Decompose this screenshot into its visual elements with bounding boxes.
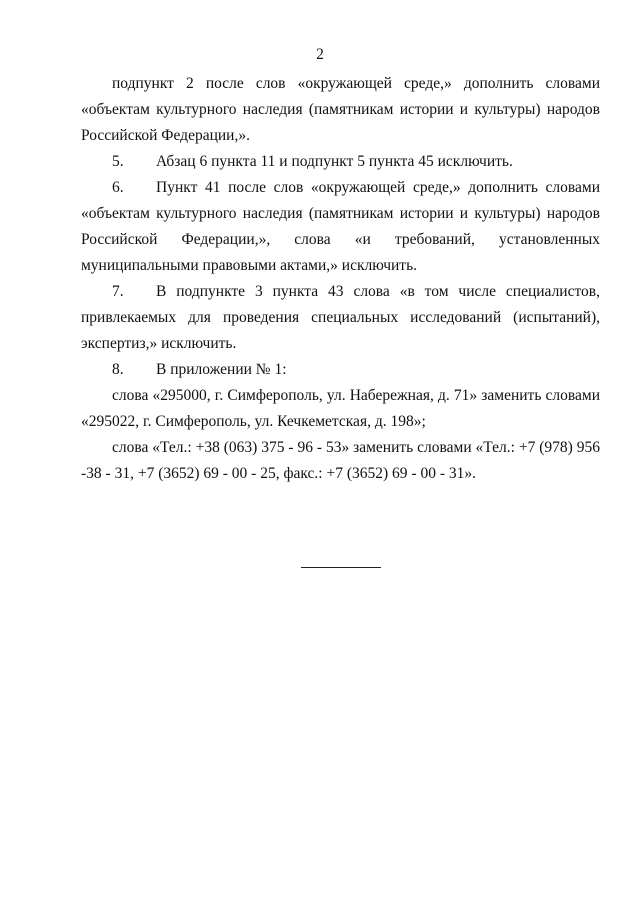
paragraph-number: 8. — [112, 361, 124, 378]
paragraph-text: Пункт 41 после слов «окружающей среде,» дополнить словами «объектам культурного наследия (памятникам истории и культуры) народов Российской Федерации,», слова «и требований, установленных муниципальными правовыми актами,» исключить. — [81, 179, 600, 274]
paragraph-text: В подпункте 3 пункта 43 слова «в том числе специалистов, привлекаемых для проведения специальных исследований (испытаний), экспертиз,» исключить. — [81, 283, 600, 352]
page-number: 2 — [316, 46, 324, 63]
document-body — [81, 71, 600, 487]
paragraph-phone-replacement — [81, 435, 600, 487]
paragraph-text: слова «Тел.: +38 (063) 375 - 96 - 53» заменить словами «Тел.: +7 (978) 956 -38 - 31, +7 (3652) 69 - 00 - 25, факс.: +7 (3652) 69 - 00 - 31». — [81, 439, 600, 482]
paragraph-subpoint-2 — [81, 71, 600, 149]
end-of-text-rule — [301, 567, 381, 568]
paragraph-text: слова «295000, г. Симферополь, ул. Набережная, д. 71» заменить словами «295022, г. Симферополь, ул. Кечкеметская, д. 198»; — [81, 387, 600, 430]
paragraph-text: подпункт 2 после слов «окружающей среде,» дополнить словами «объектам культурного наследия (памятникам истории и культуры) народов Российской Федерации,». — [81, 75, 600, 144]
paragraph-text: Абзац 6 пункта 11 и подпункт 5 пункта 45 исключить. — [156, 153, 513, 170]
paragraph-item-8 — [81, 357, 600, 383]
paragraph-number: 6. — [112, 179, 124, 196]
paragraph-item-7 — [81, 279, 600, 357]
paragraph-number: 5. — [112, 153, 124, 170]
paragraph-number: 7. — [112, 283, 124, 300]
paragraph-item-6 — [81, 175, 600, 279]
paragraph-item-5 — [81, 149, 600, 175]
paragraph-address-replacement — [81, 383, 600, 435]
paragraph-text: В приложении № 1: — [156, 361, 287, 378]
